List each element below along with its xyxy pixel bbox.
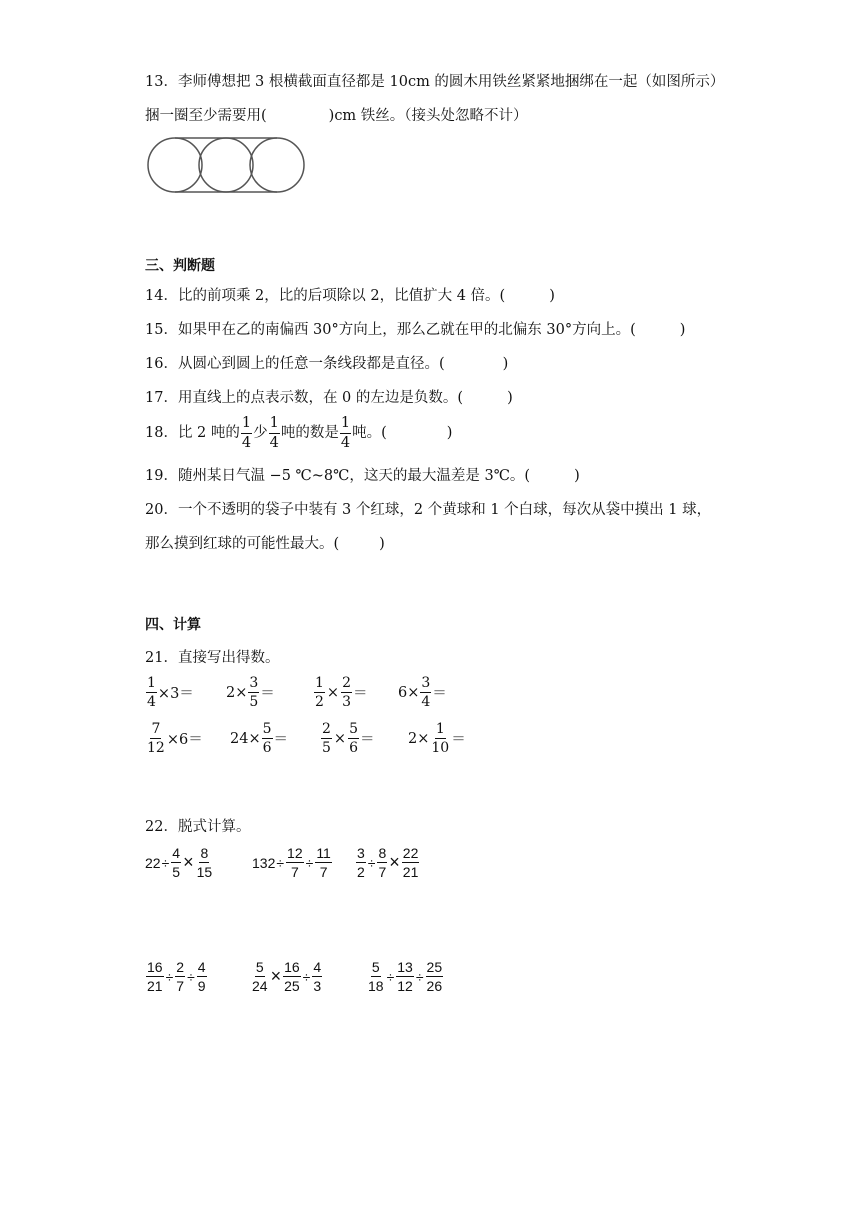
q21-expr-8 [408,722,466,755]
q22-c5-den2: 3 [313,978,322,994]
q22-c4-den0: 21 [147,978,163,994]
q21-e1-num: 1 [147,675,156,691]
q22-c1-den1: 5 [172,864,181,880]
q22-c1-pre: 22 [145,854,161,871]
q22-c3-num2: 22 [402,845,419,861]
q17 [145,388,513,408]
q21-expr-6 [230,722,288,755]
q21-e4-fraction [420,676,431,709]
q22-c4-fraction-0 [146,960,164,993]
q21-expr-5 [145,722,203,755]
q22-c5-den1: 25 [284,978,300,994]
section3-heading: 三、判断题 [145,258,215,274]
q21-e3-fraction-2 [341,676,352,709]
q21-e6-rest: ＝ [273,732,289,748]
q22-c6-den0: 18 [368,978,384,994]
q16 [145,354,508,374]
q21-e7-op: × [333,730,347,747]
q22-c3-num0: 3 [357,845,365,861]
q22-c6-fraction-0 [367,960,385,993]
q22-c1-fraction-2 [196,846,214,879]
q13-line2-start: 捆一圈至少需要用( [145,108,267,124]
three-circles-figure [146,136,308,198]
q19-close: ) [574,468,580,484]
q13-line2-end: )cm 铁丝。（接头处忽略不计） [328,108,528,124]
q22-c1-op1: ÷ [161,854,170,871]
q18-fraction-3 [340,416,351,450]
q22-c4-num0: 16 [147,959,163,975]
q18-text-b: 少 [253,425,268,441]
q21-e3-den2: 3 [342,694,351,710]
q21-e4-pre: 6× [398,684,420,701]
q21-e6-fraction [262,722,273,755]
q22-c4-fraction-2 [197,960,207,993]
q15-close: ) [679,322,686,338]
q21-e2-num: 3 [249,675,259,691]
q22-c6-op1: ÷ [386,968,395,985]
q22-c5-fraction-0 [251,960,269,993]
q22-c5-op1: × [270,966,282,986]
q22-c6-den1: 12 [397,978,413,994]
q22-c6-num1: 13 [397,959,413,975]
q22-c3-den1: 7 [378,864,387,880]
q21-e3-den1: 2 [315,694,324,710]
q22-c3-fraction-0 [356,846,366,879]
circle-1 [148,138,202,192]
q22-c6-fraction-2 [426,960,444,993]
q18-text-d: 吨。( [352,425,387,441]
q22-c3-op1: ÷ [367,854,376,871]
q13-line1: 13．李师傅想把 3 根横截面直径都是 10cm 的圆木用铁丝紧紧地捆绑在一起（如图所示） [145,74,725,90]
q16-text: 16．从圆心到圆上的任意一条线段都是直径。( [145,356,445,372]
q16-close: ) [502,356,509,372]
q22-c2-fraction-1 [286,846,304,879]
q15 [145,320,685,340]
q22-c3-op2: × [389,852,400,872]
q21-e2-rest: ＝ [260,686,275,702]
q21-e5-fraction [146,722,166,755]
q18-text-a: 18．比 2 吨的 [145,425,240,441]
q21-e8-fraction [430,722,450,755]
q20-line2 [145,534,385,554]
q21-e1-den: 4 [147,694,156,710]
q22-c3-fraction-1 [377,846,387,879]
q22-c5-fraction-2 [312,960,322,993]
q22-c2-fraction-2 [315,846,332,879]
q22-c5-num2: 4 [313,959,322,975]
q21-e6-num: 5 [262,721,272,737]
q21-expr-3 [313,676,368,709]
q22-c4-op2: ÷ [187,968,195,985]
q21-e8-den: 10 [431,740,450,756]
q21-expr-1 [145,676,194,709]
q21-e7-num1: 2 [322,721,331,737]
q22-c2-den1: 7 [290,864,299,880]
q22-c4-den2: 9 [197,978,206,994]
q21-e3-fraction-1 [314,676,325,709]
q21-e1-fraction [146,676,157,709]
q22-c5-fraction-1 [283,960,301,993]
q22-c4-num1: 2 [176,959,185,975]
q22-c3-den2: 21 [402,864,419,880]
q22-c2-pre: 132 [252,854,276,871]
q22-c2-num1: 12 [287,845,303,861]
q21-expr-4 [398,676,447,709]
q22-c3-num1: 8 [378,845,387,861]
q21-e3-num1: 1 [315,675,324,691]
q21-e7-fraction-1 [321,722,332,755]
q18-f1-num: 1 [241,416,252,434]
q22-calc-6 [366,960,444,993]
q22-c5-num0: 5 [255,959,264,975]
q18-f2-den: 4 [269,434,279,451]
q21-e3-op: × [326,684,340,701]
circle-3 [250,138,304,192]
q13-line2 [145,106,528,126]
q14-close: ) [549,288,555,304]
q21-e7-den2: 6 [349,740,358,756]
q19 [145,466,580,486]
q21-e2-den: 5 [249,694,259,710]
q21-e7-rest: ＝ [360,732,375,748]
q22-c1-op2: × [183,852,194,872]
q21-e1-rest: ×3＝ [157,686,194,702]
q22-c4-fraction-1 [175,960,185,993]
q20-line1: 20．一个不透明的袋子中装有 3 个红球，2 个黄球和 1 个白球，每次从袋中摸出 1 球， [145,502,712,518]
q22-c2-op1: ÷ [276,854,285,871]
q21-e6-den: 6 [262,740,272,756]
q22-c6-op2: ÷ [415,968,424,985]
q17-text: 17．用直线上的点表示数，在 0 的左边是负数。( [145,390,464,406]
q22-c1-fraction-1 [171,846,181,879]
q14 [145,286,555,306]
q21-expr-2 [226,676,275,709]
q22-c3-fraction-2 [402,846,420,879]
q22-c1-den2: 15 [196,864,213,880]
q22-calc-3 [355,846,420,879]
q22-c5-den0: 24 [252,978,268,994]
q22-c3-den0: 2 [357,864,365,880]
q18-fraction-1 [241,416,252,450]
q14-text: 14．比的前项乘 2，比的后项除以 2，比值扩大 4 倍。( [145,288,506,304]
q22-c2-den2: 7 [319,864,328,880]
q18-text-c: 吨的数是 [280,425,339,441]
q22-c6-num0: 5 [371,959,380,975]
q22-c5-op2: ÷ [302,968,311,985]
q18-fraction-2 [269,416,280,450]
section4-heading: 四、计算 [145,617,201,633]
q21-e4-den: 4 [421,694,431,710]
circle-2 [199,138,253,192]
q18-f2-num: 1 [269,416,280,434]
q22-c1-num1: 4 [172,845,181,861]
q21-e8-num: 1 [435,721,445,737]
q18-f3-den: 4 [340,434,351,451]
q21-e5-den: 12 [147,740,165,756]
q22-calc-1 [145,846,214,879]
q21-e8-rest: ＝ [451,732,466,748]
q21-e3-num2: 2 [342,675,351,691]
q22-c1-num2: 8 [200,845,209,861]
q22-c6-fraction-1 [396,960,414,993]
q21-e4-rest: ＝ [432,686,447,702]
q18-f1-den: 4 [241,434,252,451]
q18-f3-num: 1 [340,416,351,434]
q22-c4-num2: 4 [197,959,206,975]
q22-calc-2 [252,846,333,879]
q18 [145,416,452,450]
q20-close: ) [379,536,385,552]
q17-close: ) [507,390,513,406]
q21-e5-rest: ×6＝ [166,732,203,748]
q21-title: 21．直接写出得数。 [145,650,280,666]
q20-text: 那么摸到红球的可能性最大。( [145,536,340,552]
q22-c2-num2: 11 [316,845,331,861]
q22-c6-num2: 25 [426,959,443,975]
q22-c5-num1: 16 [284,959,300,975]
q21-e7-den1: 5 [322,740,331,756]
q22-calc-5 [250,960,323,993]
q21-expr-7 [320,722,375,755]
q19-text: 19．随州某日气温 −5 ℃~8℃，这天的最大温差是 3℃。( [145,468,531,484]
q21-e6-pre: 24× [230,730,261,747]
q21-e2-pre: 2× [226,684,248,701]
q21-e7-fraction-2 [348,722,359,755]
q22-c2-op2: ÷ [305,854,314,871]
q22-title: 22．脱式计算。 [145,819,251,835]
q18-close: ) [446,425,453,441]
q21-e7-num2: 5 [349,721,358,737]
q22-c4-op1: ÷ [165,968,174,985]
q21-e2-fraction [248,676,259,709]
q15-text: 15．如果甲在乙的南偏西 30°方向上，那么乙就在甲的北偏东 30°方向上。( [145,322,636,338]
q22-calc-4 [145,960,208,993]
q21-e8-pre: 2× [408,730,430,747]
q21-e5-num: 7 [151,721,161,737]
q22-c6-den2: 26 [426,978,443,994]
q22-c4-den1: 7 [176,978,185,994]
q21-e3-rest: ＝ [353,686,368,702]
q21-e4-num: 3 [421,675,431,691]
